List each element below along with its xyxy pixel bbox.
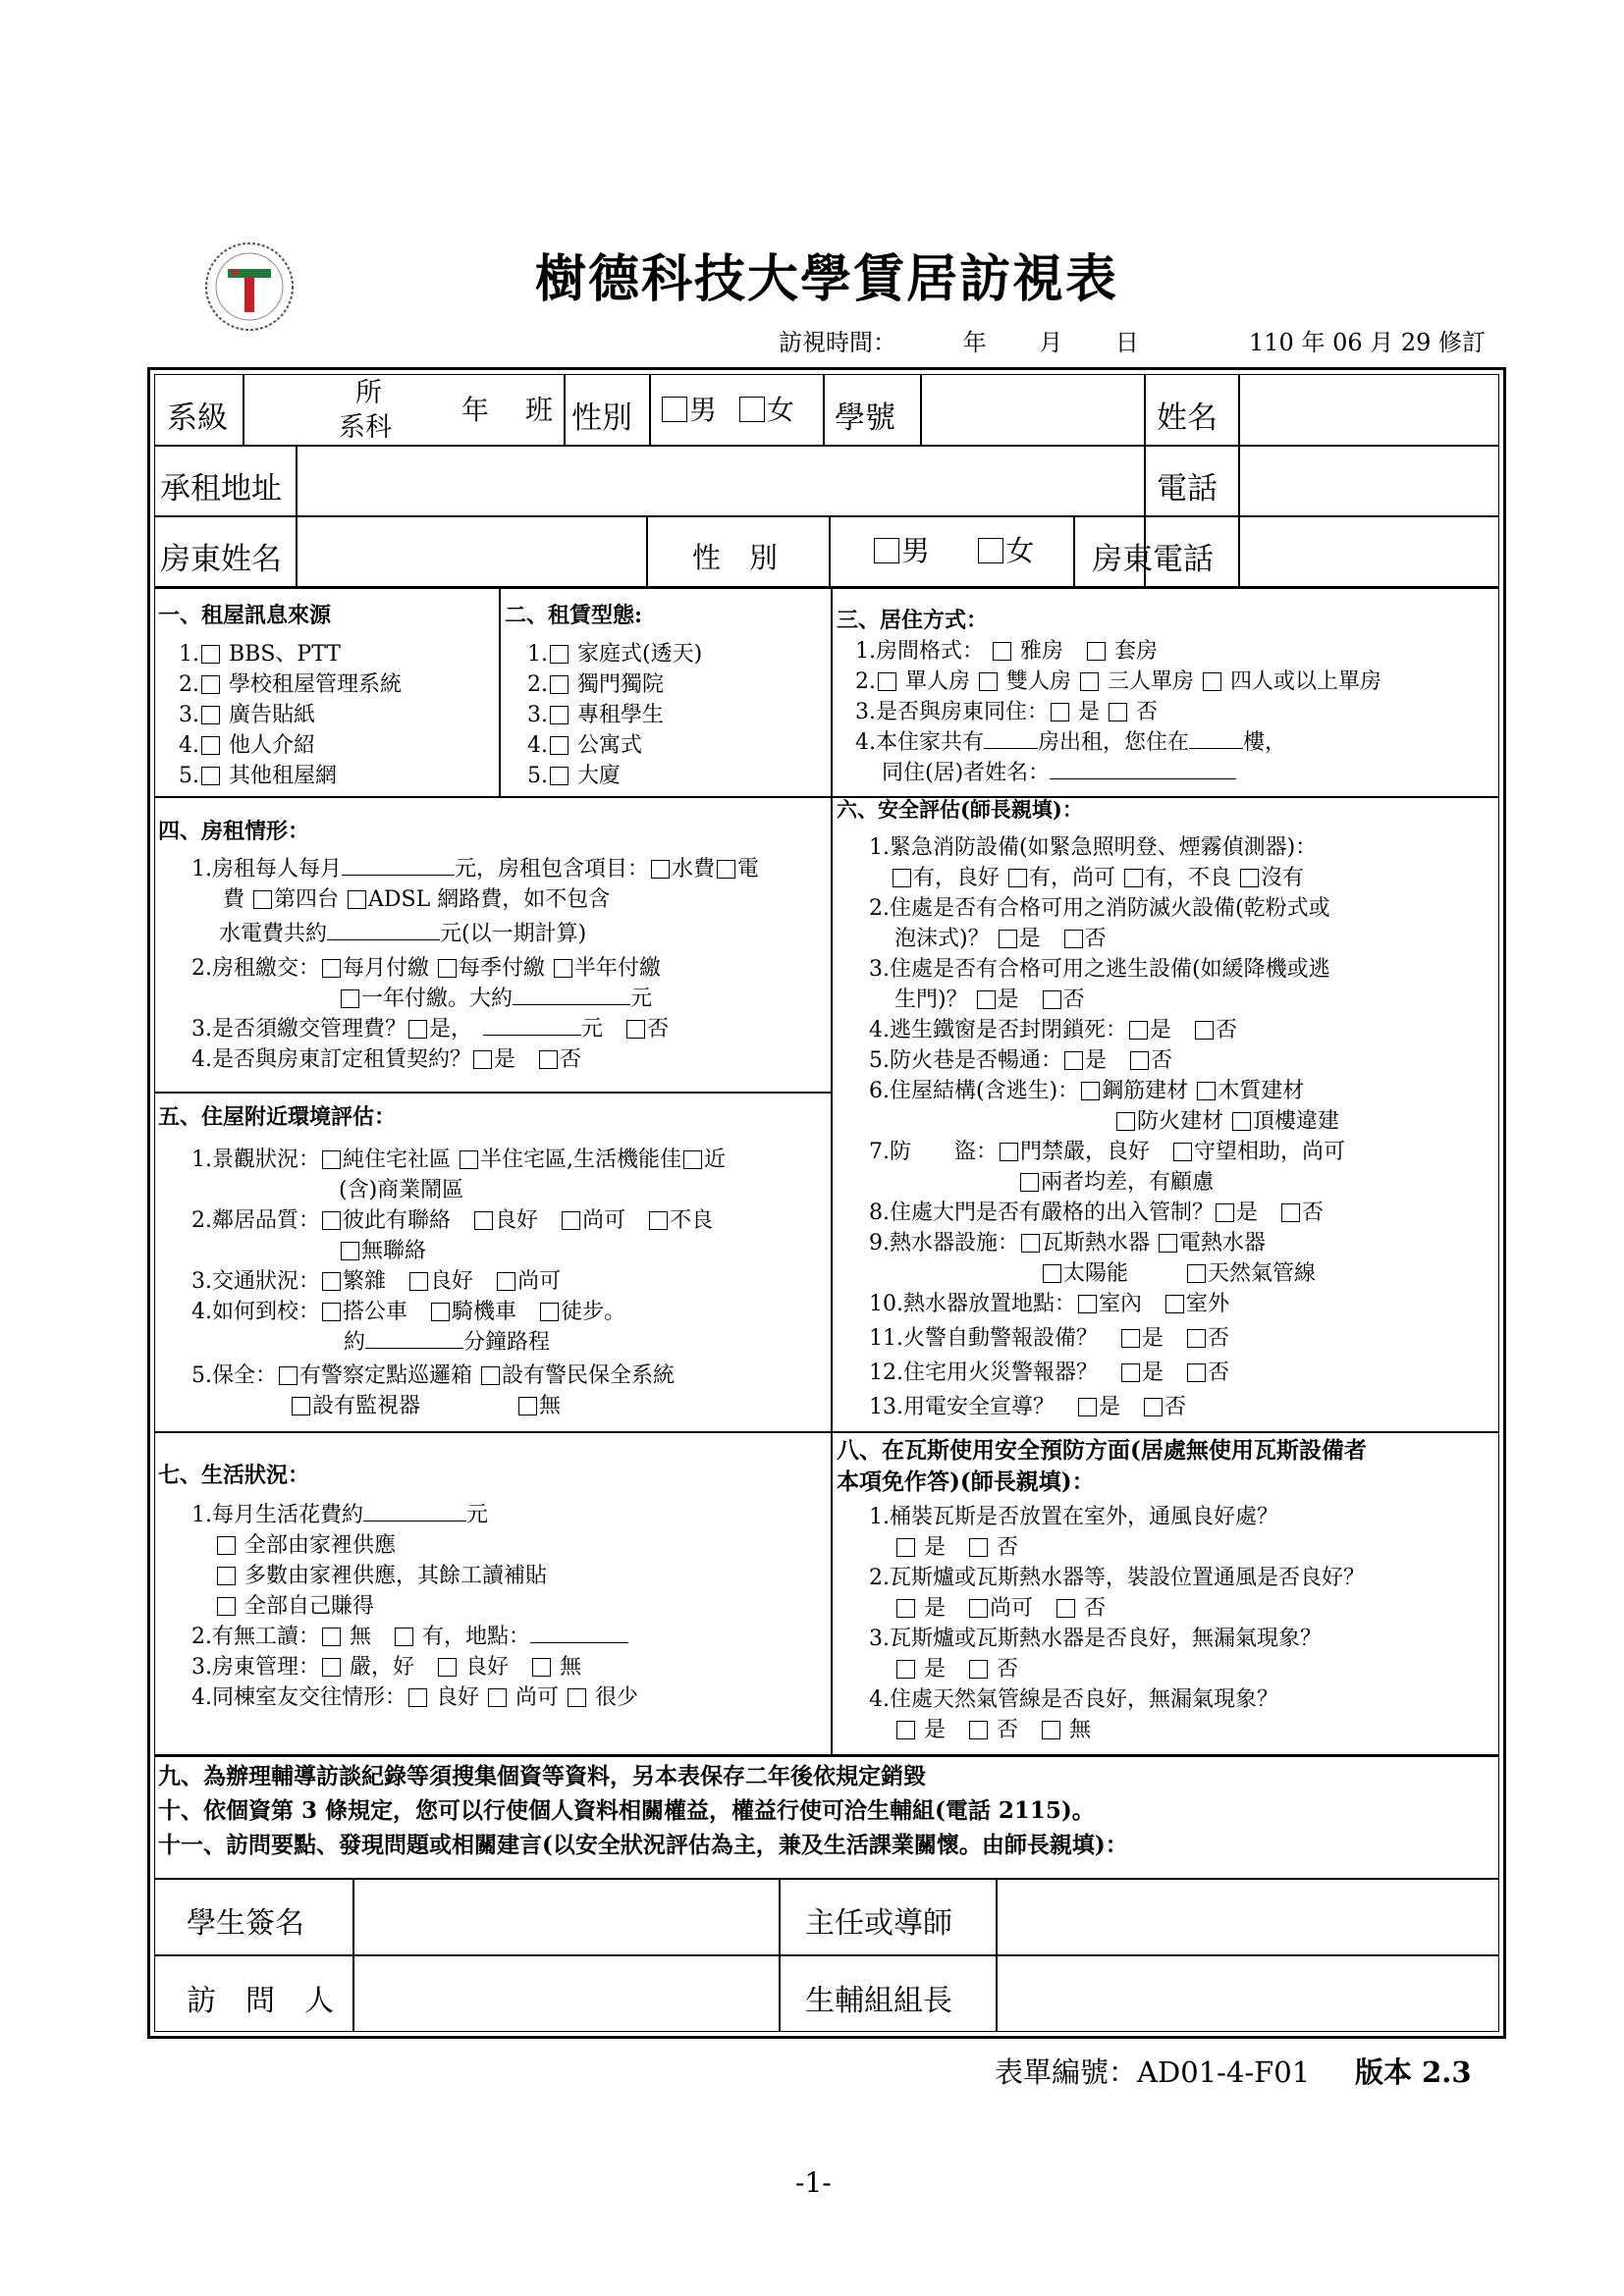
view-semi-checkbox[interactable] <box>460 1150 478 1169</box>
landlord-strict-checkbox[interactable] <box>322 1658 341 1677</box>
nian-label: 年 <box>461 394 490 426</box>
include-cable-checkbox[interactable] <box>253 890 272 909</box>
fire-ok-checkbox[interactable] <box>1008 869 1027 887</box>
note-9: 九、為辦理輔導訪談紀錄等須搜集個資等資料，另本表保存二年後依規定銷毀 <box>158 1763 926 1789</box>
list-item: 1. BBS、PTT <box>179 642 341 667</box>
visit-day: 日 <box>1114 329 1139 356</box>
gas-vent-no[interactable] <box>1056 1599 1075 1618</box>
work-yes-checkbox[interactable] <box>395 1628 413 1646</box>
list-item: 2. 獨門獨院 <box>527 672 665 697</box>
pipeline-yes[interactable] <box>896 1721 915 1739</box>
form-version: 版本 2.3 <box>1355 2056 1472 2089</box>
floor-input[interactable] <box>1189 728 1243 749</box>
work-no-checkbox[interactable] <box>322 1628 341 1646</box>
extinguisher-no[interactable] <box>1064 930 1083 948</box>
roommate-good-checkbox[interactable] <box>408 1688 427 1707</box>
roommate-name-input[interactable] <box>1050 759 1236 779</box>
work-location-input[interactable] <box>530 1623 628 1643</box>
neighbor-ok-checkbox[interactable] <box>562 1211 580 1230</box>
form-number: 表單編號：AD01-4-F01 <box>995 2056 1311 2089</box>
window-lock-no[interactable] <box>1195 1021 1214 1040</box>
section1-list <box>179 639 402 791</box>
mgmt-fee-input[interactable] <box>483 1015 581 1036</box>
mgmt-fee-no[interactable] <box>626 1020 645 1039</box>
address-label: 承租地址 <box>160 471 282 507</box>
list-item: 1.房間格式： 雅房 套房 <box>855 639 1159 664</box>
structure-illegal-checkbox[interactable] <box>1232 1112 1251 1131</box>
landlord-gender-label: 性 別 <box>692 541 779 574</box>
room-suite-checkbox[interactable] <box>1087 642 1106 661</box>
chief-signature-field[interactable] <box>999 1957 1498 2030</box>
neighbor-contact-checkbox[interactable] <box>322 1211 341 1230</box>
heater-solar-checkbox[interactable] <box>1043 1264 1061 1283</box>
pay-yearly-checkbox[interactable] <box>341 989 359 1008</box>
traffic-good-checkbox[interactable] <box>409 1272 428 1291</box>
commute-bus-checkbox[interactable] <box>322 1303 341 1321</box>
student-gender: 男 女 <box>660 395 794 425</box>
type-building-checkbox[interactable] <box>550 767 568 785</box>
support-self-checkbox[interactable] <box>217 1597 236 1616</box>
living-cost-input[interactable] <box>363 1501 466 1522</box>
view-commercial-checkbox[interactable] <box>683 1150 702 1169</box>
alarm-no[interactable] <box>1187 1329 1206 1348</box>
electric-safety-no[interactable] <box>1144 1398 1163 1416</box>
room-double-checkbox[interactable] <box>979 672 998 691</box>
section5-body: 1.景觀狀況： 純住宅社區 半住宅區,生活機能佳 近 (含)商業鬧區 2.鄰居品質： 彼此有聯絡 良好 尚可 不良 無聯絡 3.交通狀況： 繁雜 良好 尚可 4.如何到校： 搭公車 騎機車 徒步。 約 分鐘路程 5.保全： 有警察定點巡邏箱 設有警民保全系統 設有監視器 無 <box>191 1148 727 1418</box>
landlord-good-checkbox[interactable] <box>438 1658 457 1677</box>
heater-indoor-checkbox[interactable] <box>1078 1295 1097 1313</box>
landlord-female-checkbox[interactable] <box>978 538 1003 563</box>
section2-list <box>527 639 702 791</box>
note-10: 十、依個資第 3 條規定，您可以行使個人資料相關權益，權益行使可洽生輔組(電話 2115)。 <box>158 1797 1095 1824</box>
security-system-checkbox[interactable] <box>481 1366 500 1385</box>
structure-wood-checkbox[interactable] <box>1197 1082 1216 1100</box>
room-quad-checkbox[interactable] <box>1203 672 1221 691</box>
landlord-phone-field[interactable] <box>1241 518 1498 585</box>
type-house-checkbox[interactable] <box>550 645 568 664</box>
section4-title: 四、房租情形： <box>158 819 310 844</box>
heater-electric-checkbox[interactable] <box>1159 1234 1177 1253</box>
type-student-checkbox[interactable] <box>550 706 568 724</box>
list-item: 3. 專租學生 <box>527 703 665 727</box>
escape-no[interactable] <box>1043 990 1061 1009</box>
list-item: 3.是否與房東同住： 是 否 <box>855 700 1159 724</box>
security-cctv-checkbox[interactable] <box>292 1397 310 1415</box>
revision-date: 110 年 06 月 29 修訂 <box>1249 329 1487 356</box>
list-item: 3. 廣告貼紙 <box>179 703 316 727</box>
logo-icon <box>202 240 297 334</box>
pay-monthly-checkbox[interactable] <box>322 959 341 978</box>
pipeline-none[interactable] <box>1042 1721 1060 1739</box>
room-single-checkbox[interactable] <box>878 672 896 691</box>
source-ad-checkbox[interactable] <box>201 706 220 724</box>
pay-halfyear-checkbox[interactable] <box>554 959 572 978</box>
traffic-busy-checkbox[interactable] <box>322 1272 341 1291</box>
male-checkbox[interactable] <box>662 397 687 422</box>
fire-none-checkbox[interactable] <box>1240 869 1259 887</box>
list-item: 4. 他人介紹 <box>179 733 316 758</box>
smoke-alarm-no[interactable] <box>1187 1363 1206 1382</box>
rooms-input[interactable] <box>984 728 1038 749</box>
landlord-name-field[interactable] <box>298 518 644 585</box>
structure-fireproof-checkbox[interactable] <box>1116 1112 1135 1131</box>
landlord-name-label: 房東姓名 <box>160 542 282 577</box>
security-police-checkbox[interactable] <box>279 1366 298 1385</box>
structure-steel-checkbox[interactable] <box>1081 1082 1100 1100</box>
section8-body: 1.桶裝瓦斯是否放置在室外，通風良好處？ 是 否 2.瓦斯爐或瓦斯熱水器等，裝設位置通風是否良好？ 是 尚可 否 3.瓦斯爐或瓦斯熱水器是否良好，無漏氣現象？ 是 否 4.住處天然氣管線是否良好，無漏氣現象？ 是 否 無 <box>869 1505 1365 1742</box>
list-item: 同住(居)者姓名： <box>855 758 1381 788</box>
section6-title: 六、安全評估(師長親填)： <box>837 797 1083 822</box>
female-checkbox[interactable] <box>739 397 765 422</box>
gas-vent-ok[interactable] <box>969 1599 988 1618</box>
note-11: 十一、訪問要點、發現問題或相關建言(以安全狀況評估為主，兼及生活課業關懷。由師長親填)： <box>158 1832 1128 1858</box>
list-item: 5. 大廈 <box>527 764 622 788</box>
rent-input[interactable] <box>342 855 455 876</box>
escape-yes[interactable] <box>977 990 996 1009</box>
fire-lane-yes[interactable] <box>1064 1051 1083 1070</box>
section5-title: 五、住屋附近環境評估： <box>158 1104 397 1130</box>
section3-body <box>855 636 1381 788</box>
gender-label: 性別 <box>571 400 632 436</box>
source-referral-checkbox[interactable] <box>201 736 220 755</box>
dept-label: 系級 <box>167 400 228 436</box>
dept-field[interactable] <box>245 376 562 443</box>
window-lock-yes[interactable] <box>1129 1021 1148 1040</box>
ban-label: 班 <box>525 394 554 426</box>
landlord-none-checkbox[interactable] <box>532 1658 551 1677</box>
traffic-ok-checkbox[interactable] <box>497 1272 515 1291</box>
list-item: 4.本住家共有 房出租，您住在 樓， <box>855 730 1287 755</box>
student-signature-field[interactable] <box>355 1881 777 1952</box>
electric-safety-yes[interactable] <box>1078 1398 1097 1416</box>
list-item: 2. 學校租屋管理系統 <box>179 672 403 697</box>
commute-scooter-checkbox[interactable] <box>431 1303 450 1321</box>
commute-minutes-input[interactable] <box>365 1328 463 1349</box>
phone-field[interactable] <box>1241 448 1498 514</box>
section1-title: 一、租屋訊息來源 <box>158 603 332 628</box>
type-apartment-checkbox[interactable] <box>550 736 568 755</box>
source-bbs-checkbox[interactable] <box>201 645 220 664</box>
heater-outdoor-checkbox[interactable] <box>1165 1295 1184 1313</box>
list-item: 2. 單人房 雙人房 三人單房 四人或以上單房 <box>855 669 1382 694</box>
page-title: 樹德科技大學賃居訪視表 <box>535 249 1119 309</box>
fire-good-checkbox[interactable] <box>893 869 911 887</box>
live-with-landlord-yes[interactable] <box>1051 703 1069 721</box>
list-item: 1. 家庭式(透天) <box>527 642 703 667</box>
visit-month: 月 <box>1039 329 1063 356</box>
address-field[interactable] <box>298 448 1142 514</box>
name-label: 姓名 <box>1157 400 1218 436</box>
director-label: 主任或導師 <box>805 1906 952 1941</box>
live-with-landlord-no[interactable] <box>1109 703 1127 721</box>
fire-bad-checkbox[interactable] <box>1124 869 1143 887</box>
visitor-label: 訪 問 人 <box>187 1984 334 2018</box>
gas-outdoor-yes[interactable] <box>896 1538 915 1557</box>
extinguisher-yes[interactable] <box>999 930 1017 948</box>
xike-label: 系科 <box>339 412 392 443</box>
director-signature-field[interactable] <box>999 1881 1498 1952</box>
neighbor-bad-checkbox[interactable] <box>649 1211 668 1230</box>
smoke-alarm-yes[interactable] <box>1121 1363 1140 1382</box>
phone-label: 電話 <box>1157 471 1218 507</box>
visit-time <box>779 328 1139 358</box>
chief-label: 生輔組組長 <box>805 1984 952 2018</box>
door-control-yes[interactable] <box>1216 1203 1234 1222</box>
section4-body: 1.房租每人每月 元，房租包含項目： 水費 電 費 第四台 ADSL 網路費，如不包含 水電費共約 元(以一期計算) 2.房租繳交： 每月付繳 每季付繳 半年付繳 一年付繳。大約 元 3.是否須繳交管理費？ 是， 元 否 4.是否與房東訂定租賃契約？ 是 否 <box>191 857 760 1072</box>
neighbor-good-checkbox[interactable] <box>474 1211 493 1230</box>
utility-cost-input[interactable] <box>327 920 440 940</box>
visitor-signature-field[interactable] <box>355 1957 777 2030</box>
section3-title: 三、居住方式： <box>837 608 989 633</box>
source-other-checkbox[interactable] <box>201 767 220 785</box>
visit-time-label: 訪視時間： <box>779 329 896 356</box>
logo <box>202 240 297 334</box>
landlord-gender: 男 女 <box>872 536 1034 566</box>
section7-body: 1.每月生活花費約 元 全部由家裡供應 多數由家裡供應，其餘工讀補貼 全部自己賺得 2.有無工讀： 無 有，地點： 3.房東管理： 嚴，好 良好 無 4.同棟室友交往情形： 良好 尚可 很少 <box>191 1503 639 1710</box>
page-number: -1- <box>795 2166 832 2199</box>
name-field[interactable] <box>1241 376 1498 443</box>
room-shared-checkbox[interactable] <box>993 642 1011 661</box>
type-detached-checkbox[interactable] <box>550 675 568 694</box>
include-electric-checkbox[interactable] <box>717 860 735 879</box>
room-triple-checkbox[interactable] <box>1080 672 1099 691</box>
student-signature-label: 學生簽名 <box>187 1906 304 1941</box>
list-item: 4. 公寓式 <box>527 733 643 758</box>
student-id-field[interactable] <box>923 376 1142 443</box>
section6-body: 1.緊急消防設備(如緊急照明登、煙霧偵測器)： 有，良好 有，尚可 有，不良 沒有 2.住處是否有合格可用之消防滅火設備(乾粉式或 泡沫式)？ 是 否 3.住處是否有合格可用之逃生設備(如緩降機或逃 生門)？ 是 否 4.逃生鐵窗是否封閉鎖死： 是 否 5.防火巷是否暢通： 是 否 6.住屋結構(含逃生)： 鋼筋建材 木質建材 防火建材 頂樓違建 7.防 盜： 門禁嚴，良好 守望相助，尚可 兩者均差，有顧慮 8.住處大門是否有嚴格的出入管制？ 是 否 9.熱水器設施： 瓦斯熱水器 電熱水器 太陽能 天然氣管線 10.熱水器放置地點： 室內 室外 11.火警自動警報設備？ 是 否 12.住宅用火災警報器？ 是 否 13.用電安全宣導？ 是 否 <box>869 835 1346 1419</box>
mgmt-fee-yes[interactable] <box>408 1020 427 1039</box>
theft-bad-checkbox[interactable] <box>1020 1173 1039 1192</box>
gas-outdoor-no[interactable] <box>969 1538 988 1557</box>
roommate-rare-checkbox[interactable] <box>568 1688 586 1707</box>
gas-leak-yes[interactable] <box>896 1660 915 1679</box>
pay-quarterly-checkbox[interactable] <box>438 959 457 978</box>
gas-leak-no[interactable] <box>969 1660 988 1679</box>
security-none-checkbox[interactable] <box>518 1397 537 1415</box>
view-residential-checkbox[interactable] <box>322 1150 341 1169</box>
section2-title: 二、租賃型態: <box>505 603 643 628</box>
landlord-male-checkbox[interactable] <box>874 538 899 563</box>
contract-no[interactable] <box>539 1050 558 1069</box>
contract-yes[interactable] <box>473 1050 492 1069</box>
theft-ok-checkbox[interactable] <box>1173 1143 1192 1161</box>
section7-title: 七、生活狀況： <box>158 1463 310 1488</box>
door-control-no[interactable] <box>1281 1203 1300 1222</box>
gas-vent-yes[interactable] <box>896 1599 915 1618</box>
fire-lane-no[interactable] <box>1130 1051 1149 1070</box>
section8-title: 八、在瓦斯使用安全預防方面(居處無使用瓦斯設備者 本項免作答)(師長親填)： <box>837 1437 1367 1495</box>
neighbor-none-checkbox[interactable] <box>341 1242 359 1260</box>
heater-pipeline-checkbox[interactable] <box>1187 1264 1206 1283</box>
pipeline-no[interactable] <box>969 1721 988 1739</box>
student-id-label: 學號 <box>835 400 895 436</box>
landlord-phone-label: 房東電話 <box>1092 542 1214 577</box>
yearly-amount-input[interactable] <box>513 985 630 1005</box>
source-school-checkbox[interactable] <box>201 675 220 694</box>
roommate-ok-checkbox[interactable] <box>488 1688 507 1707</box>
heater-gas-checkbox[interactable] <box>1021 1234 1040 1253</box>
suo-label: 所 <box>355 378 382 408</box>
include-water-checkbox[interactable] <box>651 860 670 879</box>
visit-year: 年 <box>962 329 987 356</box>
support-family-checkbox[interactable] <box>217 1536 236 1555</box>
theft-good-checkbox[interactable] <box>1000 1143 1018 1161</box>
include-adsl-checkbox[interactable] <box>348 890 366 909</box>
alarm-yes[interactable] <box>1121 1329 1140 1348</box>
commute-walk-checkbox[interactable] <box>540 1303 559 1321</box>
support-mostly-checkbox[interactable] <box>217 1567 236 1585</box>
list-item: 5. 其他租屋網 <box>179 764 338 788</box>
